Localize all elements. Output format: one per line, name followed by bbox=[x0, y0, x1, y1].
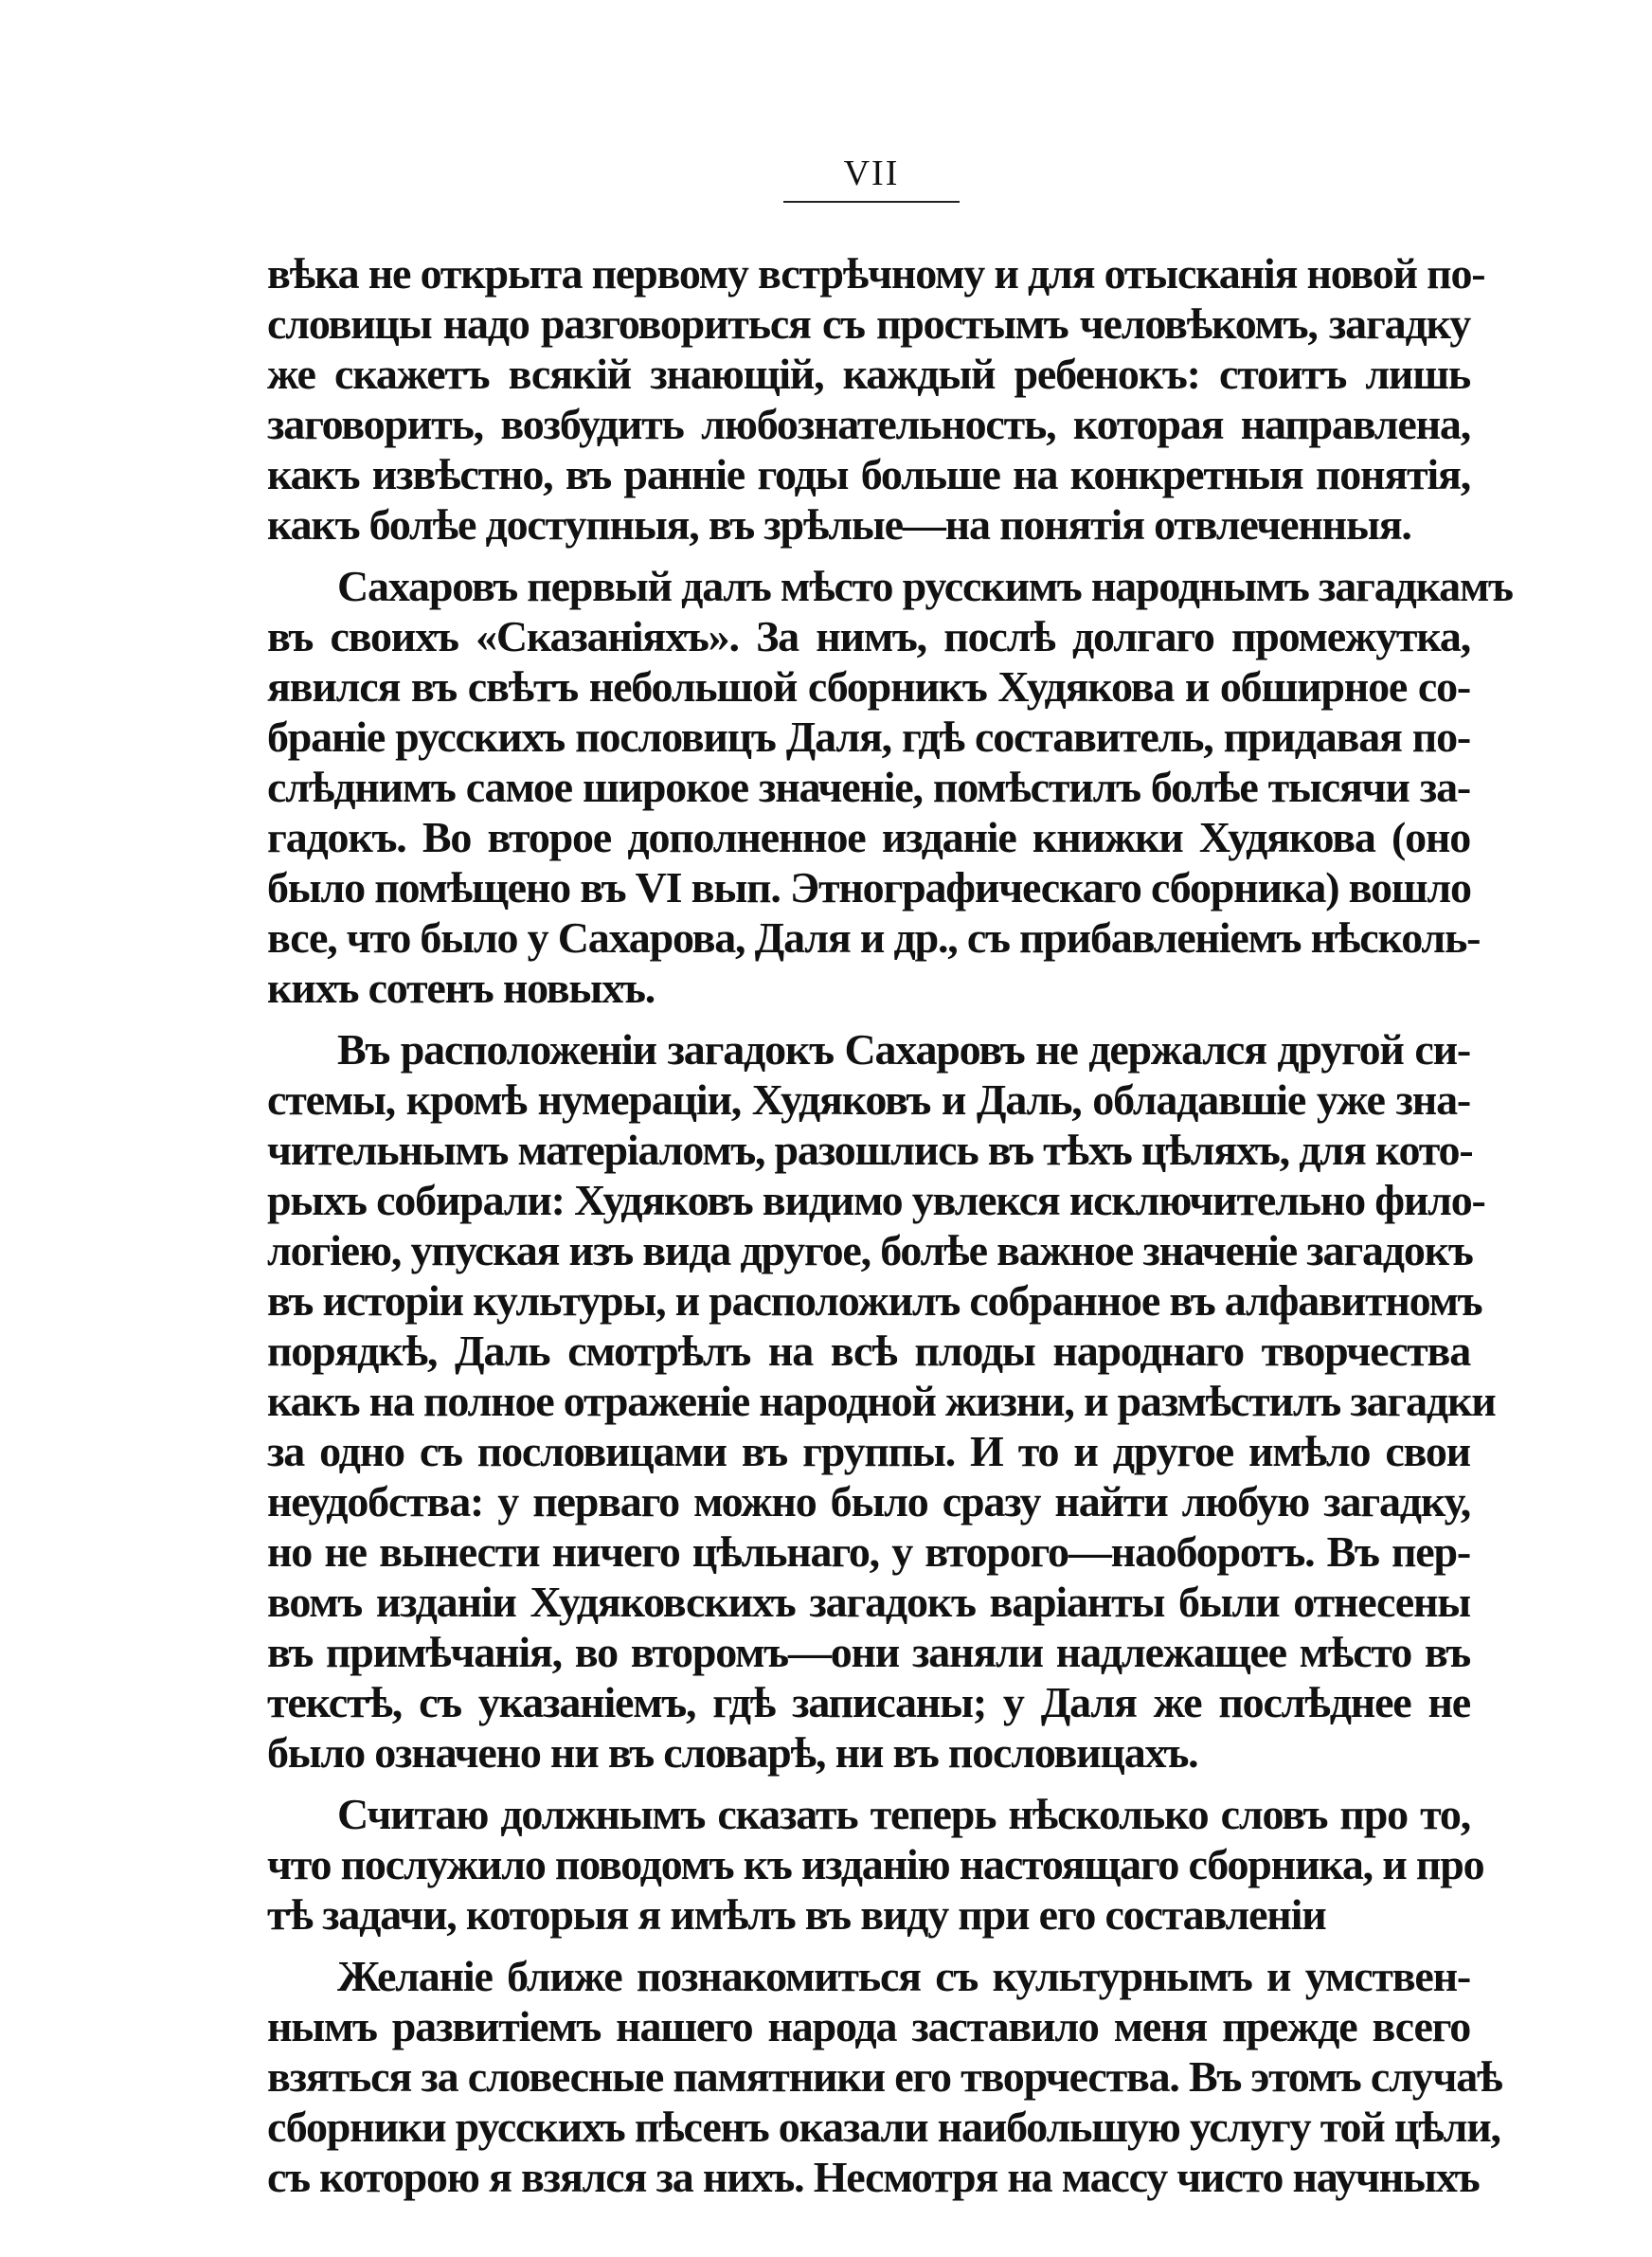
page-header bbox=[777, 152, 966, 203]
text-line: рыхъ собирали: Худяковъ видимо увлекся исключительно фило- bbox=[267, 1176, 1485, 1224]
text-line: что послужило поводомъ къ изданію настоящаго сборника, и про bbox=[267, 1840, 1484, 1888]
text-line: въ своихъ «Сказаніяхъ». За нимъ, послѣ долгаго промежутка, bbox=[267, 612, 1470, 660]
page-number: VII bbox=[843, 153, 900, 193]
text-line: въ исторіи культуры, и расположилъ собранное въ алфавитномъ bbox=[267, 1276, 1482, 1325]
text-line: вомъ изданіи Худяковскихъ загадокъ варіанты были отнесены bbox=[267, 1578, 1470, 1626]
text-line: вѣка не открыта первому встрѣчному и для отысканія новой по- bbox=[267, 249, 1485, 298]
text-line: логіею, упуская изъ вида другое, болѣе важное значеніе загадокъ bbox=[267, 1226, 1473, 1274]
text-line: все, что было у Сахарова, Даля и др., съ прибавленіемъ нѣсколь- bbox=[267, 913, 1481, 962]
text-line: за одно съ пословицами въ группы. И то и другое имѣло свои bbox=[267, 1427, 1470, 1475]
text-line: Въ расположеніи загадокъ Сахаровъ не держался другой си- bbox=[337, 1025, 1470, 1074]
text-line: браніе русскихъ пословицъ Даля, гдѣ составитель, придавая по- bbox=[267, 713, 1470, 761]
text-line: кихъ сотенъ новыхъ. bbox=[267, 964, 655, 1012]
text-line: словицы надо разговориться съ простымъ человѣкомъ, загадку bbox=[267, 299, 1470, 348]
header-rule bbox=[783, 201, 960, 203]
text-line: какъ извѣстно, въ ранніе годы больше на конкретныя понятія, bbox=[267, 450, 1470, 498]
text-line: съ которою я взялся за нихъ. Несмотря на массу чисто научныхъ bbox=[267, 2153, 1480, 2201]
text-line: но не вынести ничего цѣльнаго, у второго—наоборотъ. Въ пер- bbox=[267, 1527, 1470, 1576]
text-line: же скажетъ всякій знающій, каждый ребенокъ: стоитъ лишь bbox=[267, 350, 1470, 398]
text-line: Считаю должнымъ сказать теперь нѣсколько словъ про то, bbox=[337, 1790, 1470, 1838]
text-line: было помѣщено въ VI вып. Этнографическаго сборника) вошло bbox=[267, 863, 1471, 912]
paragraph-1 bbox=[267, 248, 1485, 550]
text-line: неудобства: у перваго можно было сразу найти любую загадку, bbox=[267, 1477, 1470, 1526]
text-line: слѣднимъ самое широкое значеніе, помѣстилъ болѣе тысячи за- bbox=[267, 763, 1470, 811]
text-line: нымъ развитіемъ нашего народа заставило меня прежде всего bbox=[267, 2002, 1470, 2050]
text-line: сборники русскихъ пѣсенъ оказали наибольшую услугу той цѣли, bbox=[267, 2103, 1500, 2151]
text-line: какъ на полное отраженіе народной жизни, и размѣстилъ загадки bbox=[267, 1377, 1496, 1425]
text-line: стемы, кромѣ нумераціи, Худяковъ и Даль, обладавшіе уже зна- bbox=[267, 1075, 1470, 1124]
text-line: заговорить, возбудить любознательность, которая направлена, bbox=[267, 400, 1470, 448]
text-line: взяться за словесные памятники его творчества. Въ этомъ случаѣ bbox=[267, 2052, 1502, 2101]
text-line: явился въ свѣтъ небольшой сборникъ Худякова и обширное со- bbox=[267, 662, 1470, 711]
text-line: гадокъ. Во второе дополненное изданіе книжки Худякова (оно bbox=[267, 813, 1470, 861]
paragraph-5 bbox=[267, 1951, 1502, 2202]
page-body bbox=[267, 248, 1513, 2202]
text-line: Желаніе ближе познакомиться съ культурнымъ и умствен- bbox=[337, 1952, 1470, 2000]
text-line: было означено ни въ словарѣ, ни въ пословицахъ. bbox=[267, 1728, 1198, 1777]
text-line: въ примѣчанія, во второмъ—они заняли надлежащее мѣсто въ bbox=[267, 1628, 1470, 1676]
paragraph-3 bbox=[267, 1024, 1496, 1778]
paragraph-4 bbox=[267, 1789, 1484, 1940]
paragraph-2 bbox=[267, 561, 1513, 1013]
text-line: тѣ задачи, которыя я имѣлъ въ виду при его составленіи bbox=[267, 1890, 1326, 1939]
text-line: какъ болѣе доступныя, въ зрѣлые—на понятія отвлеченныя. bbox=[267, 500, 1411, 549]
text-line: чительнымъ матеріаломъ, разошлись въ тѣхъ цѣляхъ, для кото- bbox=[267, 1126, 1473, 1174]
text-line: текстѣ, съ указаніемъ, гдѣ записаны; у Даля же послѣднее не bbox=[267, 1678, 1470, 1726]
text-line: Сахаровъ первый далъ мѣсто русскимъ народнымъ загадкамъ bbox=[337, 562, 1513, 610]
text-line: порядкѣ, Даль смотрѣлъ на всѣ плоды народнаго творчества bbox=[267, 1327, 1470, 1375]
